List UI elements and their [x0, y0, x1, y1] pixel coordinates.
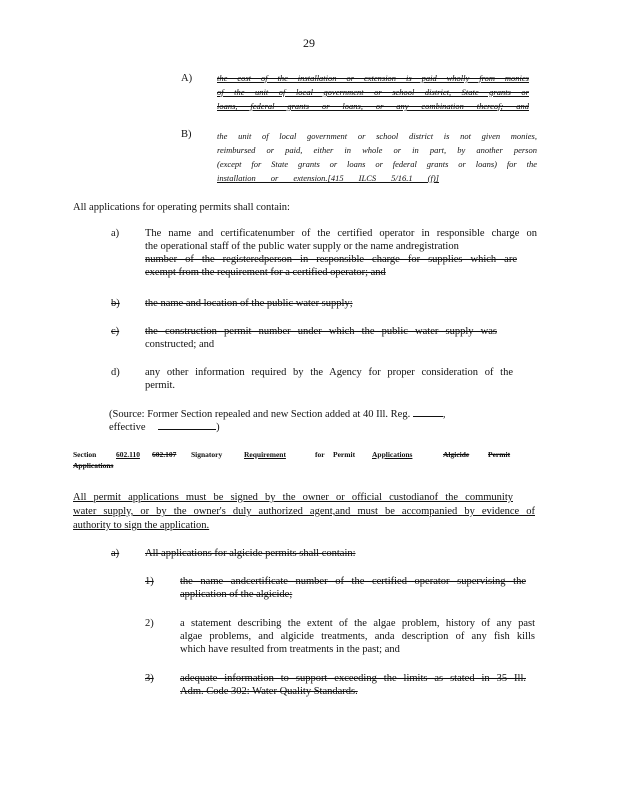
algicide-item-2-line-3: which have resulted from treatments in the past; and: [180, 644, 400, 655]
item-d-label: d): [111, 367, 120, 378]
section-title-applications-struck: Applications: [73, 461, 114, 470]
source-note-comma: ,: [442, 409, 446, 420]
source-note-text: (Source: Former Section repealed and new Section added at 40 Ill. Reg.: [109, 409, 411, 420]
section-word: Section: [73, 450, 97, 459]
item-c-line-2: constructed; and: [145, 339, 215, 350]
section-title-permit: Permit: [333, 450, 356, 459]
algicide-item-3-line-2: Adm. Code 302: Water Quality Standards.: [180, 686, 358, 697]
algicide-item-1-label: 1): [145, 576, 154, 587]
section-title-for: for: [315, 450, 325, 459]
source-reg-blank: [413, 416, 443, 417]
section-title-signatory: Signatory: [191, 450, 223, 459]
list-a-line-2: of the unit of local government or school district, State grants or: [217, 87, 529, 97]
item-b-line-1: the name and location of the public water supply;: [145, 298, 353, 309]
section-title-applications: Applications: [372, 450, 413, 459]
section-title-requirement: Requirement: [244, 450, 286, 459]
algicide-a-label: a): [111, 548, 120, 559]
operating-permits-intro: All applications for operating permits shall contain:: [73, 202, 290, 213]
list-b-line-2: reimbursed or paid, either in whole or in part, by another person: [217, 145, 537, 155]
algicide-item-2-label: 2): [145, 618, 154, 629]
list-a-line-1: the cost of the installation or extension is paid wholly from monies: [217, 73, 529, 83]
section-title-algicide: Algicide: [443, 450, 470, 459]
item-d-line-2: permit.: [145, 380, 176, 391]
section-title-permit-struck: Permit: [488, 450, 511, 459]
item-a-line-3: number of the registeredperson in responsible charge for supplies which are: [145, 254, 517, 265]
list-b-line-4: installation or extension.[415 ILCS 5/16.1 (f)]: [217, 173, 439, 183]
list-a-line-3: loans, federal grants or loans, or any combination thereof; and: [217, 101, 529, 111]
source-effective-blank: [158, 429, 216, 430]
algicide-item-2-line-2: algae problems, and algicide treatments, anda description of any fish kills: [180, 631, 535, 642]
item-c-label: c): [111, 326, 120, 337]
list-b-line-3: (except for State grants or loans or federal grants or loans) for the: [217, 159, 537, 169]
algicide-item-1-line-2: application of the algicide;: [180, 589, 293, 600]
item-a-line-2: the operational staff of the public water supply or the name andregistration: [145, 241, 459, 252]
signatory-para-line-1: All permit applications must be signed by the owner or official custodianof the community: [73, 492, 513, 503]
source-note-line-2: [109, 421, 220, 434]
list-label-a: A): [181, 73, 193, 84]
algicide-a-text: All applications for algicide permits shall contain:: [145, 548, 356, 559]
item-a-line-1: The name and certificatenumber of the certified operator in responsible charge on: [145, 228, 537, 239]
page-number: 29: [303, 36, 315, 50]
section-number-new: 602.110: [116, 450, 140, 459]
source-note-close: ): [216, 422, 220, 433]
section-number-old: 602.107: [152, 450, 177, 459]
algicide-item-3-line-1: adequate information to support exceeding the limits as stated in 35 Ill.: [180, 673, 526, 684]
signatory-para-line-2: water supply, or by the owner's duly authorized agent,and must be accompanied by evidence of: [73, 506, 535, 517]
algicide-item-1-line-1: the name andcertificate number of the certified operator supervising the: [180, 576, 526, 587]
algicide-item-2-line-1: a statement describing the extent of the algae problem, history of any past: [180, 618, 535, 629]
algicide-item-3-label: 3): [145, 673, 154, 684]
signatory-para-line-3: authority to sign the application.: [73, 520, 210, 531]
source-note-line-1: [109, 408, 445, 421]
item-c-line-1: the construction permit number under which the public water supply was: [145, 326, 497, 337]
list-label-b: B): [181, 129, 192, 140]
source-effective-label: effective: [109, 422, 146, 433]
list-b-line-1: the unit of local government or school district is not given monies,: [217, 131, 537, 141]
item-b-label: b): [111, 298, 120, 309]
item-a-line-4: exempt from the requirement for a certified operator; and: [145, 267, 386, 278]
item-d-line-1: any other information required by the Agency for proper consideration of the: [145, 367, 513, 378]
item-a-label: a): [111, 228, 120, 239]
